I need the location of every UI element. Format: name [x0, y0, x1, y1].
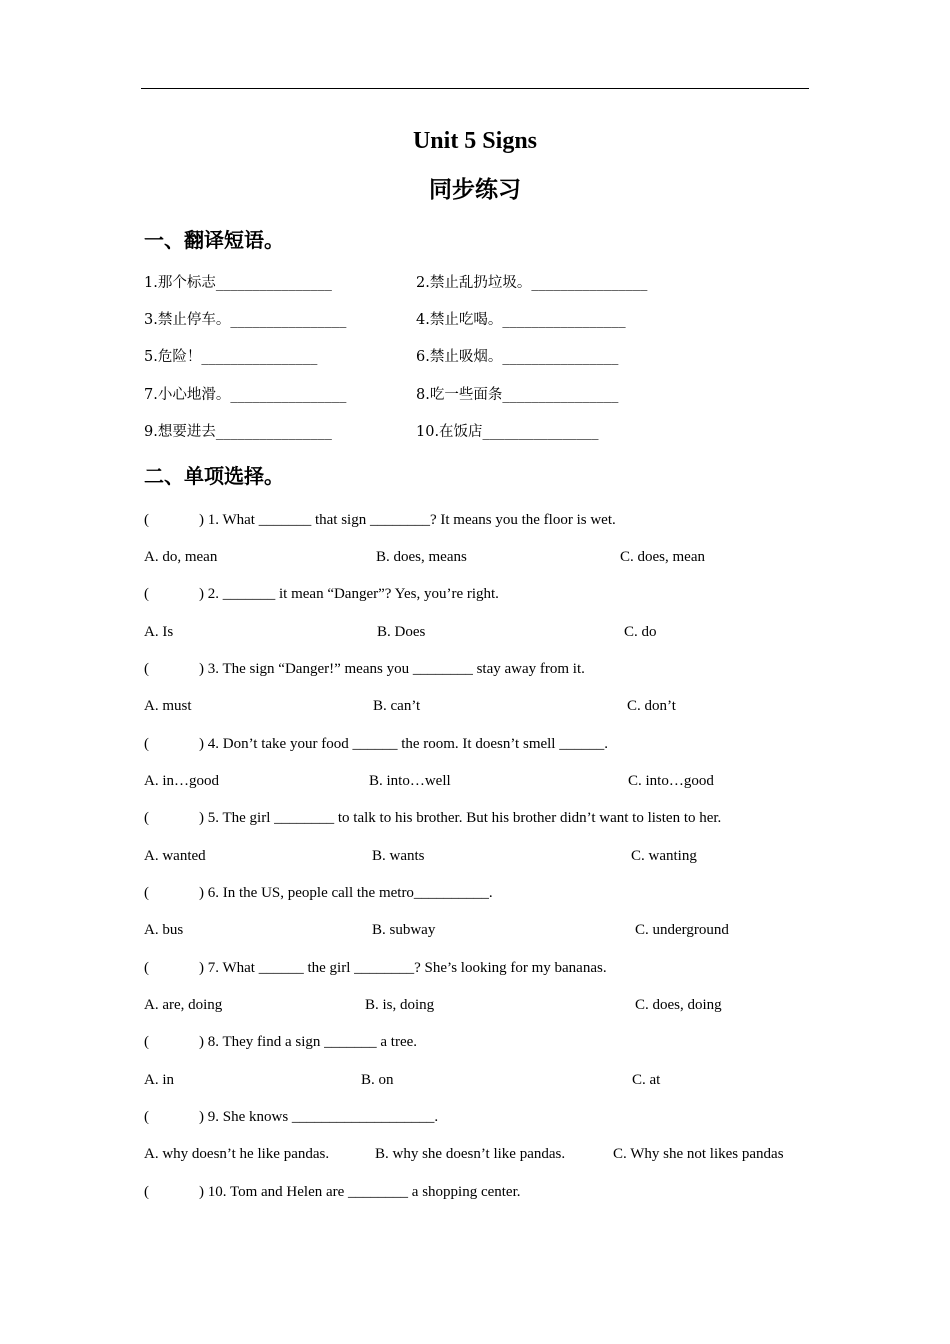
question-text: ) 1. What _______ that sign ________? It means you the floor is wet. — [199, 512, 616, 528]
option-a: A. must — [144, 698, 192, 714]
question-stem — [144, 958, 607, 978]
page-title: Unit 5 Signs — [412, 128, 538, 154]
option-c: C. at — [632, 1072, 661, 1088]
translate-item: 10.在饭店________________ — [416, 424, 599, 440]
question-text: ) 7. What ______ the girl ________? She’s looking for my bananas. — [199, 960, 607, 976]
translate-item: 4.禁止吃喝。_________________ — [416, 312, 626, 328]
section-heading-translate: 一、翻译短语。 — [144, 228, 284, 252]
option-c: C. wanting — [631, 848, 697, 864]
question-stem — [144, 584, 499, 604]
question-text: ) 6. In the US, people call the metro__________. — [199, 885, 493, 901]
answer-paren: ( — [144, 736, 149, 752]
answer-paren: ( — [144, 1184, 149, 1200]
option-b: B. into…well — [369, 773, 451, 789]
option-a: A. in — [144, 1072, 174, 1088]
translate-item: 1.那个标志________________ — [144, 275, 332, 291]
question-text: ) 4. Don’t take your food ______ the room. It doesn’t smell ______. — [199, 736, 608, 752]
question-stem — [144, 659, 585, 679]
option-b: B. Does — [377, 624, 426, 640]
option-a: A. do, mean — [144, 549, 218, 565]
option-c: C. does, doing — [635, 997, 722, 1013]
option-c: C. underground — [635, 922, 729, 938]
question-stem — [144, 883, 493, 903]
question-stem — [144, 510, 616, 530]
answer-paren: ( — [144, 1109, 149, 1125]
option-b: B. on — [361, 1072, 394, 1088]
option-c: C. does, mean — [620, 549, 705, 565]
answer-paren: ( — [144, 586, 149, 602]
question-stem — [144, 808, 721, 828]
translate-item: 2.禁止乱扔垃圾。________________ — [416, 275, 648, 291]
option-c: C. Why she not likes pandas — [613, 1146, 784, 1162]
option-b: B. wants — [372, 848, 425, 864]
translate-item: 5.危险！________________ — [144, 349, 318, 365]
option-c: C. do — [624, 624, 657, 640]
question-text: ) 5. The girl ________ to talk to his brother. But his brother didn’t want to listen to her. — [199, 810, 722, 826]
option-a: A. why doesn’t he like pandas. — [144, 1146, 330, 1162]
translate-item: 6.禁止吸烟。________________ — [416, 349, 619, 365]
question-text: ) 3. The sign “Danger!” means you ________ stay away from it. — [199, 661, 585, 677]
page-subtitle: 同步练习 — [429, 176, 521, 203]
answer-paren: ( — [144, 960, 149, 976]
answer-paren: ( — [144, 512, 149, 528]
question-text: ) 9. She knows ___________________. — [199, 1109, 439, 1125]
question-text: ) 2. _______ it mean “Danger”? Yes, you’re right. — [199, 586, 499, 602]
option-a: A. in…good — [144, 773, 219, 789]
translate-item: 9.想要进去________________ — [144, 424, 332, 440]
question-text: ) 10. Tom and Helen are ________ a shopping center. — [199, 1184, 521, 1200]
option-b: B. is, doing — [365, 997, 435, 1013]
question-stem — [144, 734, 608, 754]
question-stem — [144, 1182, 521, 1202]
option-b: B. why she doesn’t like pandas. — [375, 1146, 566, 1162]
option-a: A. bus — [144, 922, 184, 938]
question-stem — [144, 1107, 438, 1127]
option-c: C. don’t — [627, 698, 676, 714]
option-c: C. into…good — [628, 773, 714, 789]
section-heading-choice: 二、单项选择。 — [144, 464, 284, 488]
option-a: A. Is — [144, 624, 174, 640]
translate-item: 3.禁止停车。________________ — [144, 312, 347, 328]
option-b: B. does, means — [376, 549, 467, 565]
option-b: B. can’t — [373, 698, 421, 714]
answer-paren: ( — [144, 885, 149, 901]
answer-paren: ( — [144, 1034, 149, 1050]
translate-item: 7.小心地滑。________________ — [144, 387, 347, 403]
option-a: A. are, doing — [144, 997, 223, 1013]
answer-paren: ( — [144, 661, 149, 677]
option-b: B. subway — [372, 922, 436, 938]
question-stem — [144, 1032, 417, 1052]
question-text: ) 8. They find a sign _______ a tree. — [199, 1034, 418, 1050]
translate-item: 8.吃一些面条________________ — [416, 387, 619, 403]
answer-paren: ( — [144, 810, 149, 826]
header-rule — [141, 88, 809, 89]
option-a: A. wanted — [144, 848, 206, 864]
